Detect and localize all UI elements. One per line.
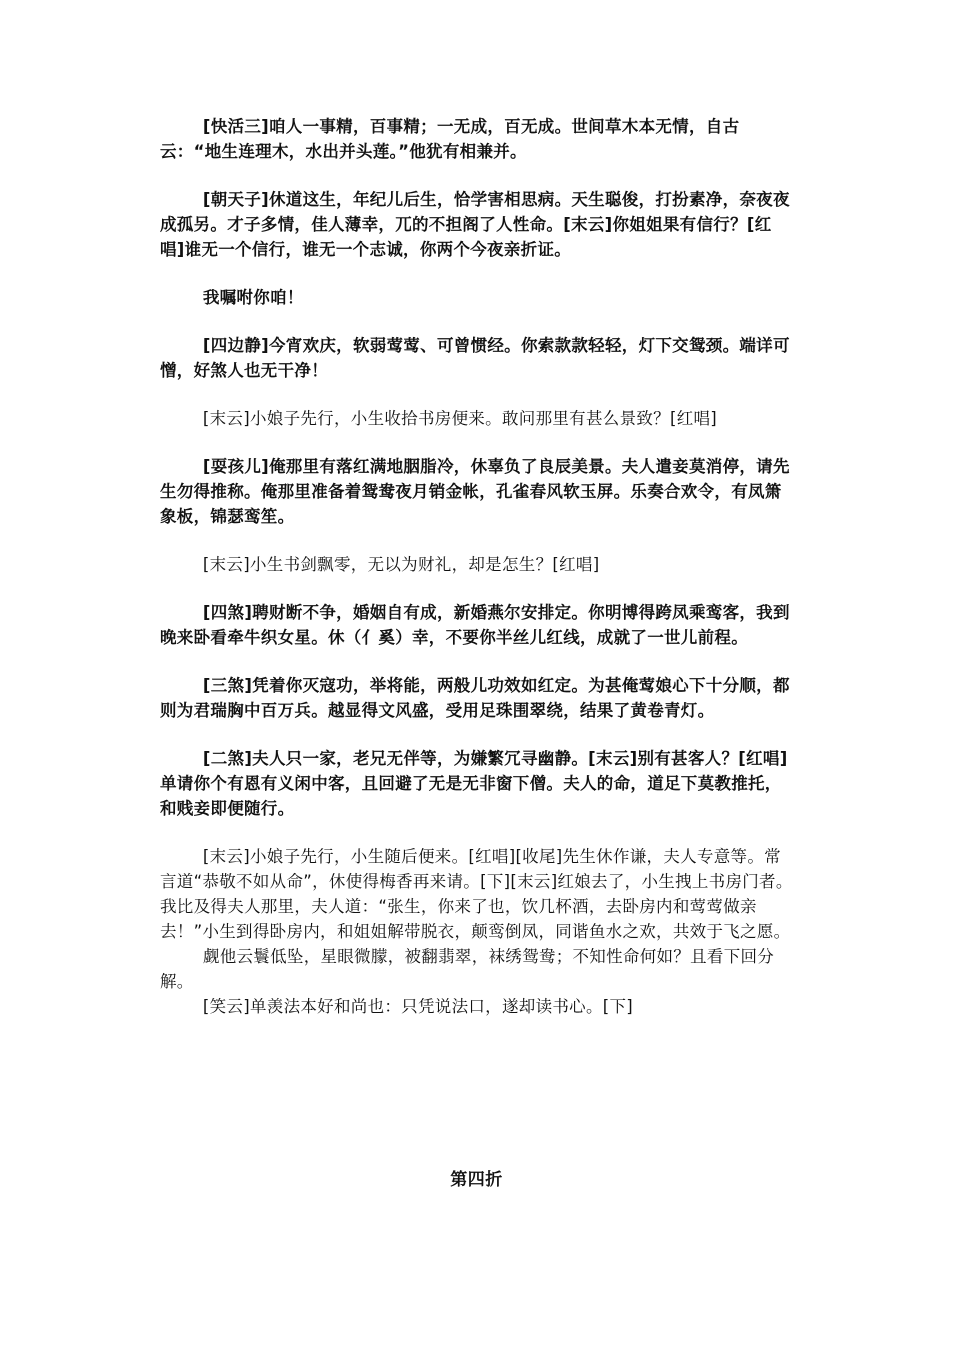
paragraph-kuaihuosan: [快活三]咱人一事精，百事精；一无成，百无成。世间草木本无情，自古云：“地生连理木，水出并头莲。”他犹有相兼并。	[160, 117, 740, 161]
section-heading: 第四折	[450, 1170, 503, 1190]
paragraph-chaotianzi: [朝天子]休道这生，年纪儿后生，恰学害相思病。天生聪俊，打扮素净，奈夜夜成孤另。才子多情，佳人薄幸，兀的不担阁了人性命。[末云]你姐姐果有信行？[红唱]谁无一个信行，谁无一个志诚，你两个今夜亲折证。	[160, 190, 790, 259]
paragraph-sisha: [四煞]聘财断不争，婚姻自有成，新婚燕尔安排定。你明博得跨凤乘鸾客，我到晚来卧看牵牛织女星。休（亻奚）幸，不要你半丝儿红线，成就了一世儿前程。	[160, 603, 790, 647]
paragraph-sibianjing: [四边静]今宵欢庆，软弱莺莺、可曾惯经。你索款款轻轻，灯下交鸳颈。端详可憎，好煞人也无干净！	[160, 336, 790, 380]
paragraph-shuaiher: [耍孩儿]俺那里有落红满地胭脂冷，休辜负了良辰美景。夫人遣妾莫消停，请先生勿得推称。俺那里准备着鸳鸯夜月销金帐，孔雀春风软玉屏。乐奏合欢令，有凤箫象板，锦瑟鸾笙。	[160, 457, 790, 526]
paragraph-mo-yun-2: [末云]小生书剑飘零，无以为财礼，却是怎生？[红唱]	[202, 555, 600, 574]
paragraph-shouwei: [末云]小娘子先行，小生随后便来。[红唱][收尾]先生休作谦，夫人专意等。常言道“恭敬不如从命”，休使得梅香再来请。[下][末云]红娘去了，小生拽上书房门者。我比及得夫人那里，夫人道：“张生，你来了也，饮几杯酒，去卧房内和莺莺做亲去！”小生到得卧房内，和姐姐解带脱衣，颠鸾倒凤，同谐鱼水之欢，共效于飞之愿。	[160, 847, 793, 941]
document-body	[160, 114, 796, 1019]
paragraph-sansha: [三煞]凭着你灭寇功，举将能，两般儿功效如红定。为甚俺莺娘心下十分顺，都则为君瑞胸中百万兵。越显得文风盛，受用足珠围翠绕，结果了黄卷青灯。	[160, 676, 790, 720]
paragraph-xiao-yun: [笑云]单羡法本好和尚也：只凭说法口，遂却读书心。[下]	[202, 997, 634, 1016]
paragraph-ersha: [二煞]夫人只一家，老兄无伴等，为嫌繁冗寻幽静。[末云]别有甚客人？[红唱]单请你个有恩有义闲中客，且回避了无是无非窗下僧。夫人的命，道足下莫教推托，和贱妾即便随行。	[160, 749, 788, 818]
paragraph-qu-ta: 觑他云鬟低坠，星眼微朦，被翻翡翠，袜绣鸳鸯；不知性命何如？且看下回分解。	[160, 947, 775, 991]
paragraph-instruction: 我嘱咐你咱！	[202, 288, 304, 307]
paragraph-mo-yun-1: [末云]小娘子先行，小生收拾书房便来。敢问那里有甚么景致？[红唱]	[202, 409, 718, 428]
